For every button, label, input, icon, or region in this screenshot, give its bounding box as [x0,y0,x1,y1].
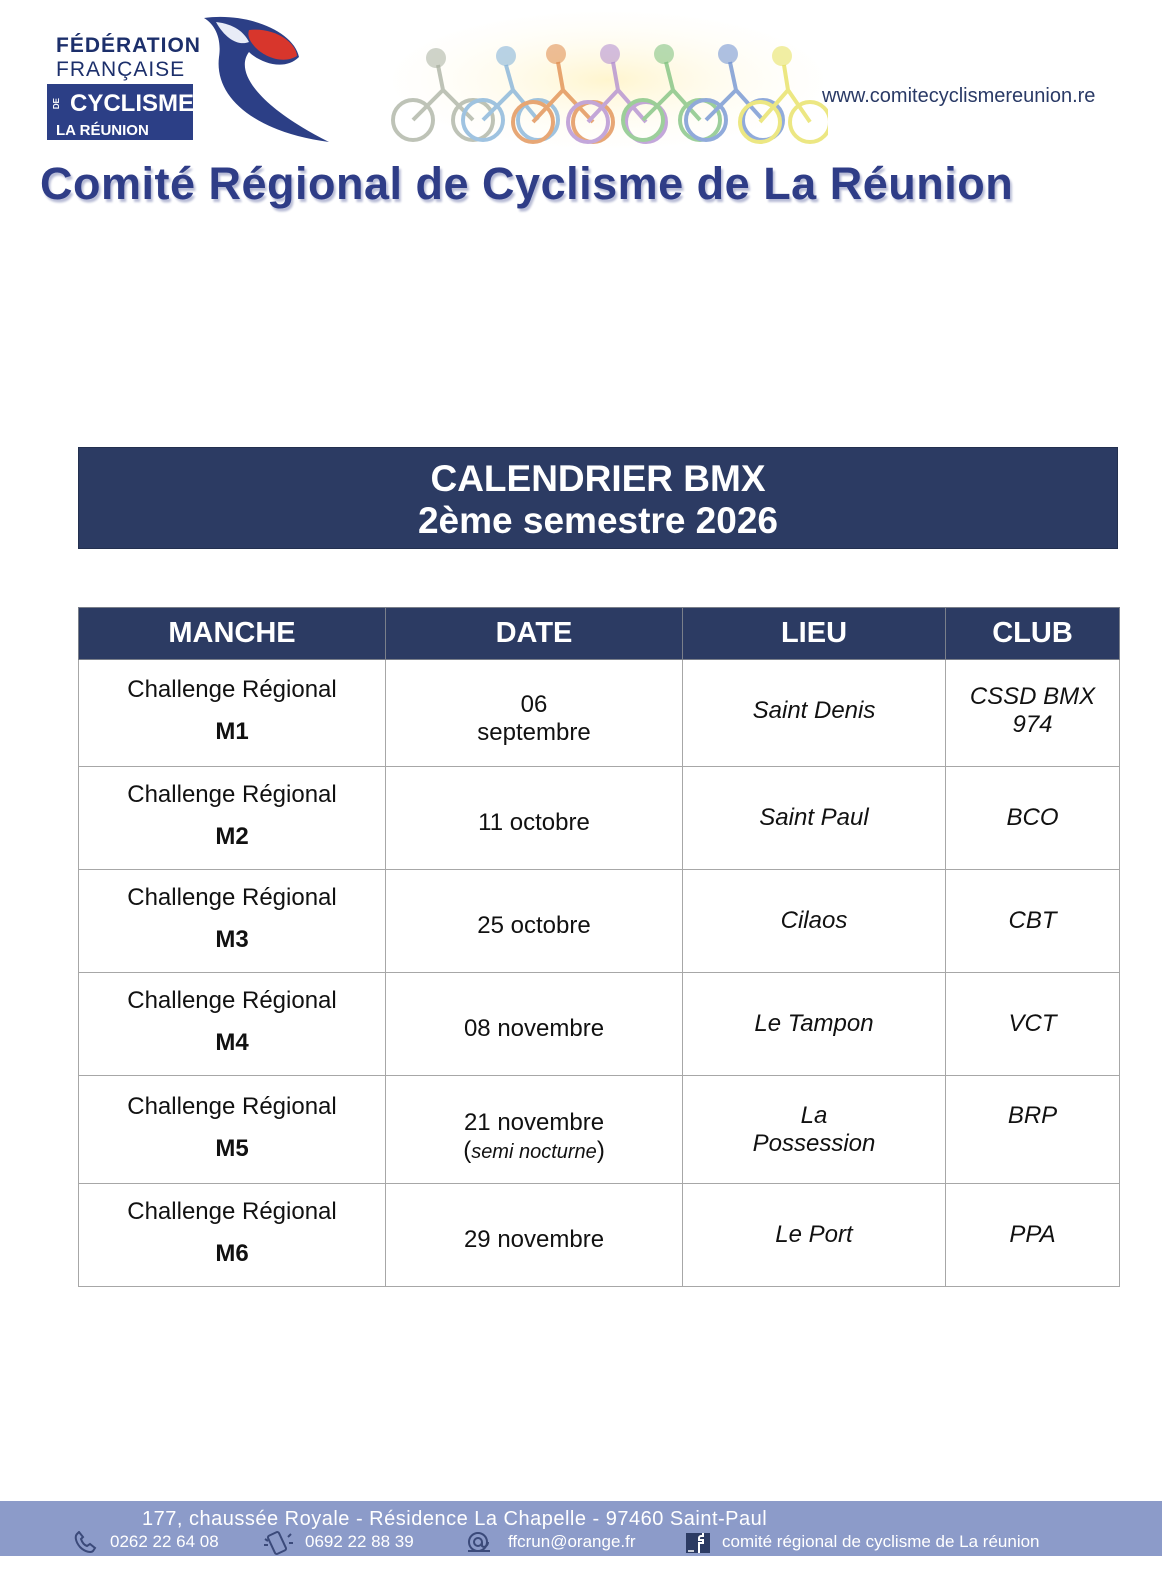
website-link[interactable]: www.comitecyclismereunion.re [822,85,1096,107]
club-text-line2: 974 [1012,711,1053,738]
date-text: 08 novembre [463,1015,605,1042]
manche-label: Challenge Régional [127,781,337,808]
date-cell [386,660,683,767]
club-cell [946,660,1120,767]
date-note: (semi nocturne) [463,1136,605,1164]
footer-facebook[interactable]: comité régional de cyclisme de La réunion [722,1532,1040,1551]
date-cell [386,1184,683,1287]
manche-code: M6 [215,1240,249,1267]
club-text: CBT [1008,907,1057,934]
lieu-cell [683,1076,946,1184]
ffc-logo [44,12,336,144]
lieu-text-line2: Possession [752,1129,876,1157]
table-row [79,1076,1120,1184]
club-text: VCT [1008,1010,1057,1037]
manche-cell [79,973,386,1076]
club-text: CSSD BMX [969,683,1096,710]
table-row [79,1184,1120,1287]
manche-label: Challenge Régional [127,676,337,703]
column-header-manche: MANCHE [79,608,386,660]
lieu-text: La [800,1101,828,1129]
club-text: BRP [1007,1101,1058,1129]
date-text: 25 octobre [477,912,591,939]
footer-address: 177, chaussée Royale - Résidence La Chapelle - 97460 Saint-Paul [142,1508,768,1530]
lieu-text: Le Tampon [754,1010,874,1037]
page-title: Comité Régional de Cyclisme de La Réunion [40,158,1014,209]
date-text-month: septembre [477,719,591,746]
date-cell [386,870,683,973]
manche-label: Challenge Régional [127,1198,337,1225]
manche-cell [79,1184,386,1287]
club-cell [946,973,1120,1076]
table-row [79,767,1120,870]
cyclists-illustration-icon [388,10,828,150]
email-icon [464,1531,496,1555]
manche-label: Challenge Régional [127,884,337,911]
date-text: 11 octobre [478,809,590,836]
club-text: PPA [1009,1221,1056,1248]
lieu-cell [683,767,946,870]
date-text: 29 novembre [463,1226,605,1253]
footer-phone[interactable]: 0262 22 64 08 [110,1532,219,1551]
date-cell [386,973,683,1076]
manche-code: M4 [215,1029,249,1056]
banner-title: CALENDRIER BMX [430,458,766,499]
manche-cell [79,660,386,767]
lieu-cell [683,1184,946,1287]
logo-line-reunion: LA RÉUNION [56,122,149,139]
manche-code: M2 [215,823,249,850]
lieu-cell [683,870,946,973]
date-note-text: semi nocturne [471,1140,597,1163]
footer-mobile[interactable]: 0692 22 88 39 [305,1532,414,1551]
facebook-icon [684,1531,712,1555]
logo-de: DE [52,98,61,110]
lieu-text: Cilaos [780,907,848,934]
column-header-lieu: LIEU [683,608,946,660]
calendar-table [78,607,1120,1287]
calendar-banner [78,447,1118,549]
lieu-text: Saint Denis [752,697,876,724]
table-row [79,973,1120,1076]
club-cell [946,1076,1120,1184]
manche-cell [79,767,386,870]
footer-email[interactable]: ffcrun@orange.fr [508,1532,636,1551]
manche-label: Challenge Régional [127,1092,337,1120]
lieu-cell [683,973,946,1076]
lieu-text: Le Port [775,1221,853,1248]
table-header-row [79,608,1120,660]
manche-cell [79,870,386,973]
manche-code: M3 [215,926,249,953]
page-footer [0,1501,1162,1556]
manche-label: Challenge Régional [127,987,337,1014]
date-text: 06 [520,691,548,718]
club-cell [946,767,1120,870]
mobile-phone-icon [262,1531,294,1555]
table-row [79,660,1120,767]
logo-line-cyclisme: CYCLISME [70,90,195,117]
manche-cell [79,1076,386,1184]
page-header [0,0,1162,230]
date-cell [386,1076,683,1184]
club-text: BCO [1006,804,1059,831]
column-header-club: CLUB [946,608,1120,660]
logo-line-federation: FÉDÉRATION [56,34,201,57]
table-row [79,870,1120,973]
column-header-date: DATE [386,608,683,660]
lieu-text: Saint Paul [759,804,869,831]
club-cell [946,870,1120,973]
banner-subtitle: 2ème semestre 2026 [417,500,778,541]
manche-code: M5 [215,1134,249,1162]
logo-line-francaise: FRANÇAISE [56,58,186,81]
manche-code: M1 [215,718,249,745]
lieu-cell [683,660,946,767]
date-cell [386,767,683,870]
phone-icon [72,1531,98,1555]
club-cell [946,1184,1120,1287]
date-text: 21 novembre [463,1108,605,1136]
